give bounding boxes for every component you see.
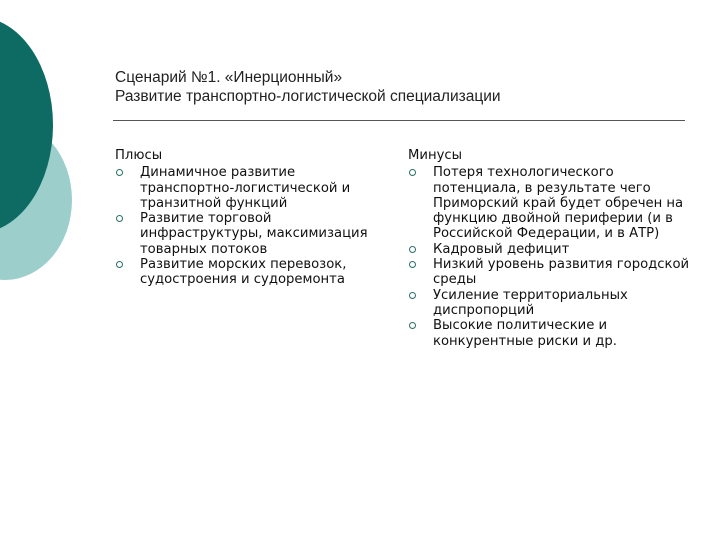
title-line-2: Развитие транспортно-логистической специализации (115, 88, 501, 105)
pros-item-text: Динамичное развитие транспортно-логистической и транзитной функций (140, 165, 351, 211)
cons-item-text: Высокие политические и конкурентные риски и др. (433, 318, 617, 349)
cons-item-text: Усиление территориальных диспропорций (433, 287, 628, 318)
bullet-icon (116, 215, 123, 222)
title-line-1: Сценарий №1. «Инерционный» (115, 69, 343, 86)
title-divider (113, 120, 685, 121)
cons-item (408, 242, 698, 257)
cons-item (408, 257, 698, 288)
cons-item-text: Потеря технологического потенциала, в результате чего Приморский край будет обречен на функцию двойной периферии (и в Российской Федерации, и в АТР) (433, 165, 684, 242)
cons-item (408, 318, 698, 349)
bullet-icon (116, 169, 123, 176)
pros-column (115, 148, 385, 288)
cons-item (408, 165, 698, 241)
pros-item (115, 211, 385, 257)
pros-heading: Плюсы (115, 148, 163, 163)
cons-item (408, 288, 698, 319)
pros-item (115, 165, 385, 211)
bullet-icon (409, 322, 416, 329)
bullet-icon (409, 261, 416, 268)
bullet-icon (116, 261, 123, 268)
bullet-icon (409, 169, 416, 176)
cons-item-text: Низкий уровень развития городской среды (433, 257, 690, 288)
pros-item (115, 257, 385, 288)
cons-item-text: Кадровый дефицит (433, 241, 570, 257)
cons-heading: Минусы (408, 148, 463, 163)
cons-column (408, 148, 698, 349)
bullet-icon (409, 246, 416, 253)
pros-item-text: Развитие торговой инфраструктуры, максимизация товарных потоков (140, 211, 368, 257)
pros-item-text: Развитие морских перевозок, судостроения и судоремонта (140, 257, 347, 288)
bullet-icon (409, 292, 416, 299)
slide-title (115, 68, 695, 106)
